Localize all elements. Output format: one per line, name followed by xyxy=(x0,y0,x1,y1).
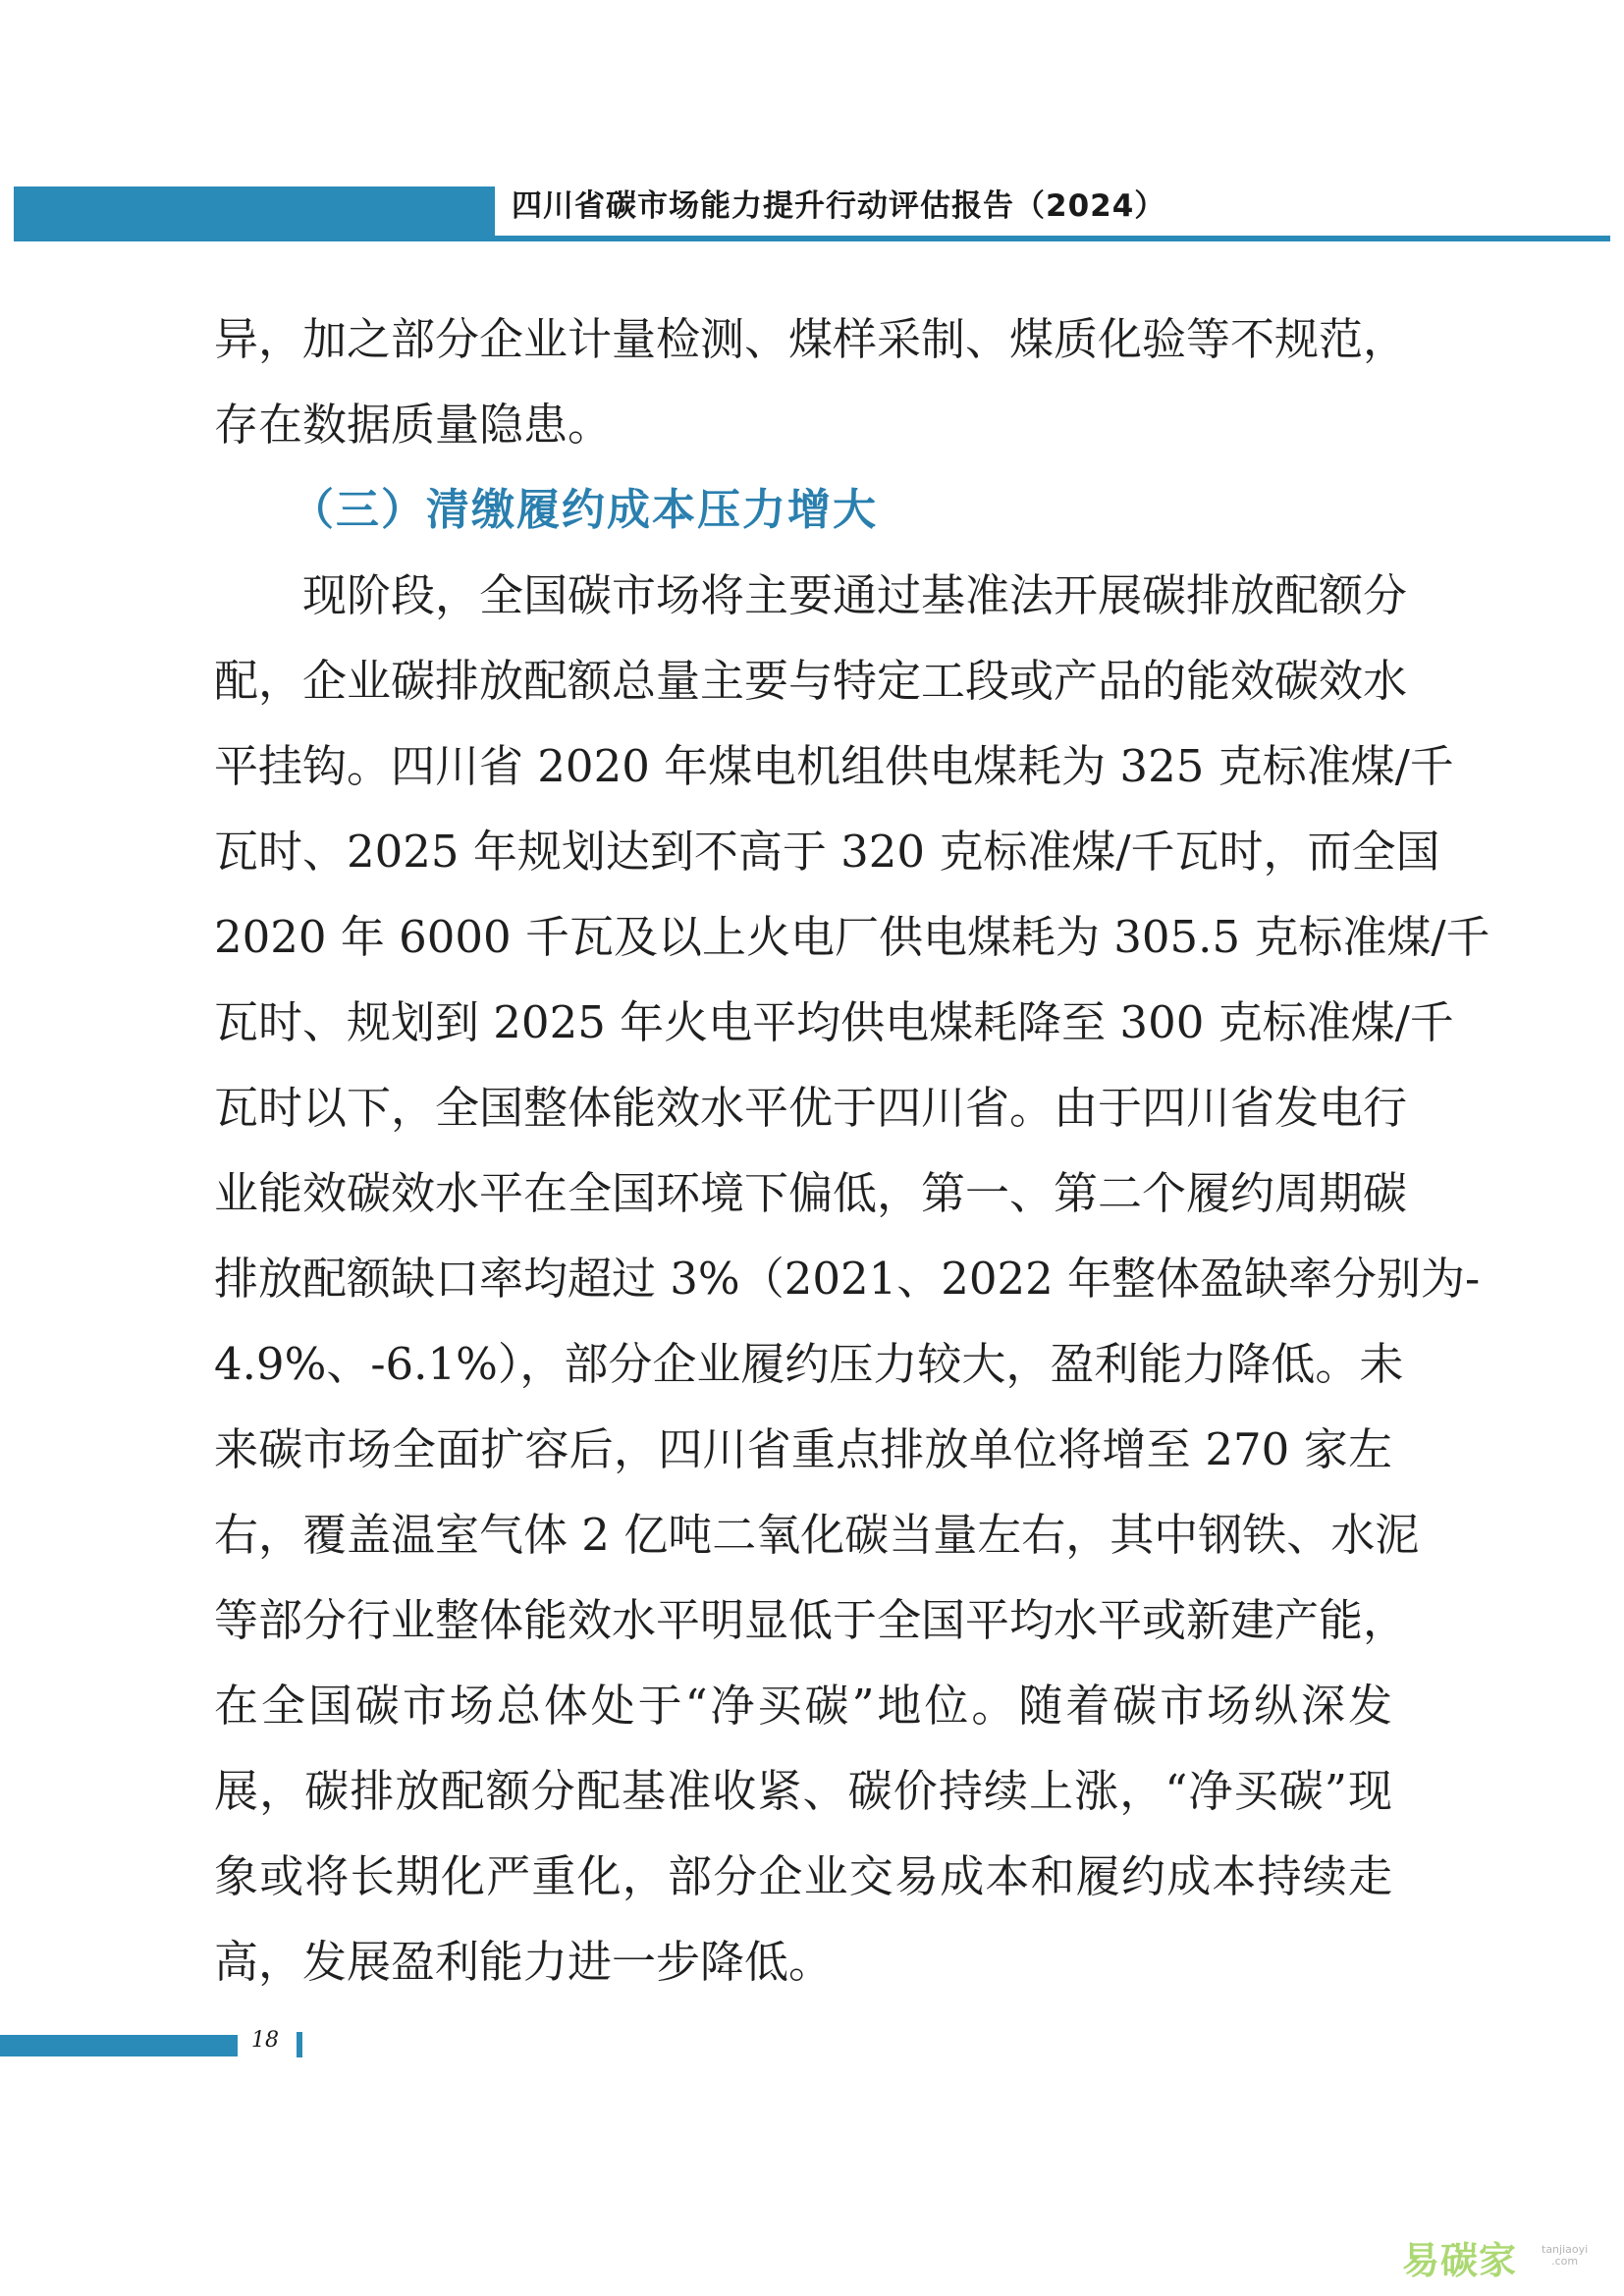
footer-mark xyxy=(297,2032,302,2057)
watermark-logo-text: 易碳家 xyxy=(1402,2239,1518,2282)
text-line: 2020 年 6000 千瓦及以上火电厂供电煤耗为 305.5 克标准煤/千 xyxy=(214,911,1490,963)
text-line: 平挂钩。四川省 2020 年煤电机组供电煤耗为 325 克标准煤/千 xyxy=(214,740,1454,792)
text-line: 高，发展盈利能力进一步降低。 xyxy=(214,1936,834,1988)
text-line: 展，碳排放配额分配基准收紧、碳价持续上涨，“净买碳”现 xyxy=(214,1765,1392,1817)
text-line: 存在数据质量隐患。 xyxy=(214,399,613,451)
text-line: 瓦时、2025 年规划达到不高于 320 克标准煤/千瓦时，而全国 xyxy=(214,826,1440,878)
watermark-url xyxy=(1542,2244,1588,2268)
text-line: 业能效碳效水平在全国环境下偏低，第一、第二个履约周期碳 xyxy=(214,1167,1408,1219)
text-line: 瓦时、规划到 2025 年火电平均供电煤耗降至 300 克标准煤/千 xyxy=(214,996,1454,1048)
footer-accent-bar xyxy=(0,2035,238,2056)
text-line: 排放配额缺口率均超过 3%（2021、2022 年整体盈缺率分别为- xyxy=(214,1253,1481,1305)
header-accent-bar xyxy=(14,187,495,241)
text-line: 象或将长期化严重化，部分企业交易成本和履约成本持续走 xyxy=(214,1850,1392,1902)
text-line: 4.9%、-6.1%），部分企业履约压力较大，盈利能力降低。未 xyxy=(214,1338,1404,1390)
report-title: 四川省碳市场能力提升行动评估报告（2024） xyxy=(512,188,1166,224)
text-line: 现阶段，全国碳市场将主要通过基准法开展碳排放配额分 xyxy=(302,569,1408,621)
text-line: 右，覆盖温室气体 2 亿吨二氧化碳当量左右，其中钢铁、水泥 xyxy=(214,1509,1420,1561)
text-line: 来碳市场全面扩容后，四川省重点排放单位将增至 270 家左 xyxy=(214,1423,1392,1475)
text-line: 瓦时以下，全国整体能效水平优于四川省。由于四川省发电行 xyxy=(214,1082,1408,1134)
paragraph xyxy=(214,553,1490,2004)
header-rule xyxy=(14,236,1610,241)
watermark-logo xyxy=(1402,2230,1608,2285)
text-line: 等部分行业整体能效水平明显低于全国平均水平或新建产能， xyxy=(214,1594,1408,1646)
document-body xyxy=(214,296,1490,2004)
text-line: 异，加之部分企业计量检测、煤样采制、煤质化验等不规范， xyxy=(214,313,1408,365)
watermark-url-line: .com xyxy=(1551,2255,1579,2268)
page-number: 18 xyxy=(251,2028,279,2053)
text-line: 在全国碳市场总体处于“净买碳”地位。随着碳市场纵深发 xyxy=(214,1680,1392,1732)
watermark-url-line: tanjiaoyi xyxy=(1542,2243,1589,2256)
text-line: 配，企业碳排放配额总量主要与特定工段或产品的能效碳效水 xyxy=(214,655,1408,707)
section-heading: （三）清缴履约成本压力增大 xyxy=(291,485,878,535)
